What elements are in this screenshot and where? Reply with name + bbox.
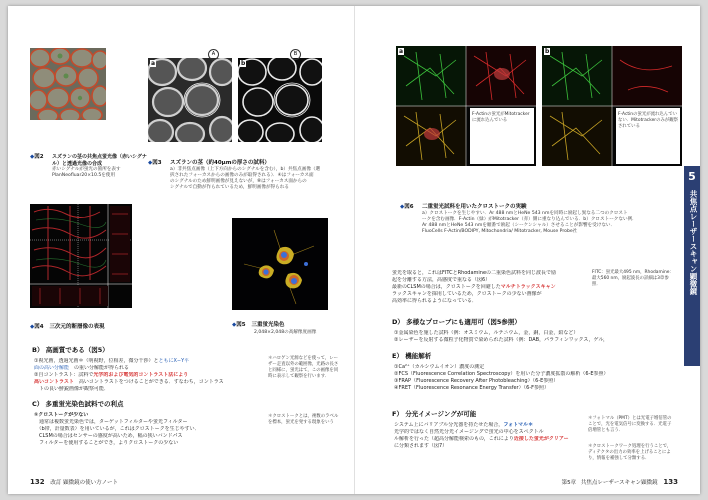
section-f-body — [394, 422, 582, 450]
fig6-title: 二重蛍光試料を用いたクロストークの実験 — [422, 204, 527, 210]
fig2-caption — [52, 154, 148, 179]
left-footer — [30, 478, 118, 486]
fig3-caption — [170, 160, 340, 191]
intro-line: ラックスキャンを採用しているため，クロストークの少ない画像が — [392, 291, 542, 297]
fig6-number: 図6 — [404, 204, 414, 210]
figure-2-image — [30, 48, 106, 120]
section-f-red: 近接した蛍光がクリアー — [513, 436, 569, 442]
section-f-note-1: ＊フォトマル（PMT）とは光電子増倍管のことで，光を電気信号に変換する．光電子倍増管とも言う． — [588, 416, 672, 433]
chapter-tab-number: 5 — [688, 170, 696, 183]
section-d-item: ①金属染色を施した試料（例：オスミウム，ルテニウム，金，銅，白金，鉛など） — [394, 330, 579, 336]
fig6-caption — [422, 204, 682, 235]
fig3-body-line: シグナルで自動が作られているため，鮮明画像が得られる — [170, 185, 289, 190]
intro-paragraph — [392, 270, 588, 305]
section-b-body — [34, 358, 266, 393]
fig6-panel-b-label: b — [545, 48, 550, 55]
fig6b-callout: F-Actinの蛍光が流れ込んでいない．Mitotrackerのみが観察されている — [618, 112, 679, 129]
fig3-body-line: a）非共焦点画像（上下方向からのシグナルを含む），b）共焦点画像（選 — [170, 167, 321, 172]
fig5-title: 三重蛍光染色 — [251, 322, 285, 328]
fig6-body-line: FluoCells F-Actin/BODIPY, Mitochondria/ Mitotracker, Mouse Probe社 — [422, 229, 578, 234]
section-b-item: トの良い鮮鋭画像が観察可能． — [34, 386, 110, 392]
section-d-item: ②レーザーを反射する微粒子化物質で染められた試料（例：DAB，パラフィンワックス，ゲル， — [394, 337, 609, 343]
section-d-heading: D） 多様なプローブにも適用可（図5参照） — [392, 318, 521, 326]
figure-6a-image — [396, 46, 536, 166]
figure-4-image — [30, 204, 132, 308]
intro-red: マルチトラックスキャン — [500, 284, 556, 290]
section-b-item: の重い分解能が得られる — [69, 365, 130, 371]
chapter-side-tab — [684, 166, 700, 366]
figure-6b-image — [542, 46, 682, 166]
fig3-panel-a-label: a — [151, 60, 156, 67]
gutter — [354, 6, 355, 494]
section-c-heading: C） 多重蛍光染色試料での利点 — [32, 400, 124, 408]
section-f-blue: フォトマル＊ — [503, 422, 534, 428]
section-f-heading: F） 分光イメージングが可能 — [392, 410, 477, 418]
fig3-body-line: 択されたフォーカスからの画像のみが取得される）．④はフォーカス面 — [170, 173, 314, 178]
section-f-item: ル解析を行った（超高分解能検索のもの，これにより — [394, 436, 514, 442]
fig4-title: 三次元的断層像の表現 — [49, 324, 105, 330]
right-page-number: 133 — [663, 478, 678, 486]
right-footer-chapter: 第5章 — [561, 480, 577, 486]
section-b-item: ②自コントラスト：試料で — [34, 372, 94, 378]
section-b-red-2: 高いコントラスト — [34, 379, 74, 385]
right-footer-title: 共焦点レーザースキャン顕微鏡 — [580, 480, 658, 486]
fig2-title: スズランの茎の共焦点蛍光像（赤いシグナル）と透過光像の合成 — [52, 154, 147, 167]
fig3-panel-b-label: b — [241, 60, 246, 67]
fig5-number: 図5 — [236, 322, 246, 328]
fig6a-callout: F-Actinの蛍光がMitotrackerに流れ込んでいる — [472, 112, 530, 123]
fig2-number: 図2 — [34, 154, 44, 160]
figure-3b-image — [238, 58, 322, 142]
section-b-item: 高いコントラストをつけることができる．すなわち，コントラス — [73, 379, 224, 385]
intro-line: 最新のCLSMの場合は，クロストークを回避した — [392, 284, 501, 290]
fig6-body-line: Ar 488 nmとHeNe 543 nmを順番で励起（シーケンシャル）させることが影響を受けない． — [422, 223, 616, 228]
figure-3a-image — [148, 58, 232, 142]
intro-line: 起を分離する方法，高感度で重なる（図6） — [392, 277, 491, 283]
section-c-note: ＊クロストークとは，複数のラベルを標本，蛍光を発する現象をいう — [268, 414, 339, 425]
left-page-number: 132 — [30, 478, 45, 486]
section-b-red-1: 光学的および電気的コントラスト法により — [93, 372, 189, 378]
section-b-blue-1: ともにX−Y平 — [158, 358, 190, 364]
section-b-item: ①視光画，透過光画＊（明視野，位相差，微分干渉）と — [34, 358, 159, 364]
section-c-item: 通常は複数蛍光染色では，ターゲットフィルターや蛍光フィルター — [34, 419, 188, 425]
section-c-item: ①クロストークが少ない — [34, 412, 89, 418]
section-c-item: フィルターを使用することができ，よりクロストークの少ない — [34, 440, 179, 446]
section-f-note-2: ＊クロストークワーク処理を行うことで，ディテクタの出力の効率を上げることにより，情報を補強して分類する． — [588, 444, 672, 461]
chapter-tab-label: 共焦点レーザースキャン顕微鏡 — [689, 190, 698, 295]
fig2-body-line: PlanNeofluar20×10.5を使用 — [52, 173, 116, 178]
fig3-title: スズランの茎（約40µmの厚さの試料） — [170, 160, 270, 166]
section-f-item: システム上にバリアブル分光器を持たせた場合， — [394, 422, 504, 428]
fig3-circle-b: B — [290, 49, 301, 60]
book-spread: ◆図2 スズランの茎の共焦点蛍光像（赤いシグナル）と透過光像の合成 赤いシグナルが蛍光の箇所を表す PlanNeofluar20×10.5を使用 a b A B ◆図3 スズランの茎（約40µmの厚さの試料） a）非共焦点画像（上下方向からのシグナルを含む），b）共焦点画像（選 択されたフォーカスからの画像のみが取得される）．④はフォーカス面 のシグナルのため鮮明画像が見えないが，⑧はフォーカス面からの シグナルで自動が作られているため，鮮明画像が得られる ◆図4 三次元的断層像の表現 ◆図5 三重蛍光染色 2,048×2,048の高解像度画像 B） 高画質である（図5） ①視光画，透過光画＊（明視野，位相差，微分干渉）とともにX−Y平 面の高い分解能 の重い分解能が得られる ②自コントラスト：試料で光学的および電気的コントラスト法により 高いコントラスト 高いコントラストをつけることができる．すなわち，コントラス トの良い鮮鋭画像が観察可能． ＊ハロゲン光源などを使って，レーザー走査以外の範囲像，光路の長さと同様に，蛍光はて，この画像を同時に表示して観察を行います． C） 多重蛍光染色試料での利点 ①クロストークが少ない 通常は複数蛍光染色では，ターゲットフィルターや蛍光フィルター （b帯，計量数表）を用いているが，これはクロストークを生じやすい． CLSMの場合はセンサーの感度が高いため，幅の狭いバンドパス フィルターを使用することができ，よりクロストークの少ない ＊クロストークとは，複数のラベルを標本，蛍光を発する現象をいう 132 改訂 顕微鏡の使い方ノート F-Actinの蛍光がMitotrackerに流れ込んでいる F-Actinの蛍光が流れ込んでいない．Mitotrackerのみが観察されている a b ◆図6 二重蛍光試料を用いたクロストークの実験 a）クロストークを生じやすい．Ar 488 nmとHeNe 543 nmを同時に励起し異なる二つのクロスト ークを含む画像．F-Actin（緑）がMitotracker（赤）側に重なり込んでいる．b）クロストークない例． Ar 488 nmとHeNe 543 nmを順番で励起（シーケンシャル）させることが影響を受けない． FluoCells F-Actin/BODIPY, Mitochondria/ Mitotracker, Mouse Probe社 蛍光を取ると，これはFITCとRhodamineの二重染色試料を同じ波長で励 起を分離する方法，高感度で重なる（図6） 最新のCLSMの場合は，クロストークを回避したマルチトラックスキャン ラックスキャンを採用しているため，クロストークの少ない画像が 高効率に得られるようになっている． FITC：蛍光最大495 nm，Rhodamine：最大560 nm，励起波長の詳細は3章参照． D） 多様なプローブにも適用可（図5参照） ①金属染色を施した試料（例：オスミウム，ルテニウム，金，銅，白金，鉛など） ②レーザーを反射する微粒子化物質で染められた試料（例：DAB，パラフィンワックス，ゲル， E） 機能解析 ①Ca²⁺（カルシウムイオン）濃度の測定 ②FCS（Fluorescence Correlation Spectroscopy）を用いた分子濃度拡散の解析（6-E参照） ③FRAP（Fluorescence Recovery After Photobleaching）（6-E参照） ④FRET（Fluorescence Resonance Energy Transfer）（6-F参照） F） 分光イメージングが可能 システム上にバリアブル分光器を持たせた場合，フォトマル＊ 光学的ではなく自然光分光イメージングで蛍光の中心をスペクトル ル解析を行った（超高分解能検索のもの，これにより近接した蛍光がクリアー に分類されます（図7） ＊フォトマル（PMT）とは光電子増倍管のことで，光を電気信号に変換する．光電子倍増管とも言う． ＊クロストークワーク処理を行うことで，ディテクタの出力の効率を上げることにより，情報を補強して分類する． 5 共焦点レーザースキャン顕微鏡 第5章 共焦点レーザースキャン顕微鏡 133 — [8, 6, 700, 494]
section-b-heading: B） 高画質である（図5） — [32, 346, 109, 354]
section-e-item: ①Ca²⁺（カルシウムイオン）濃度の測定 — [394, 364, 485, 370]
section-c-item: CLSMの場合はセンサーの感度が高いため，幅の狭いバンドパス — [34, 433, 183, 439]
fig5-sub: 2,048×2,048の高解像度画像 — [254, 330, 317, 335]
section-f-item: に分類されます（図7） — [394, 443, 448, 449]
section-f-item: 光学的ではなく自然光分光イメージングで蛍光の中心をスペクトル — [394, 429, 544, 435]
fig6-body-line: a）クロストークを生じやすい．Ar 488 nmとHeNe 543 nmを同時に励起し異なる二つのクロスト — [422, 211, 628, 216]
fig3-body-line: のシグナルのため鮮明画像が見えないが，⑧はフォーカス面からの — [170, 179, 307, 184]
section-b-note: ＊ハロゲン光源などを使って，レーザー走査以外の範囲像，光路の長さと同様に，蛍光はて，この画像を同時に表示して観察を行います． — [268, 356, 339, 379]
left-footer-title: 改訂 顕微鏡の使い方ノート — [50, 480, 118, 486]
section-e-heading: E） 機能解析 — [392, 352, 432, 360]
section-c-item: （b帯，計量数表）を用いているが，これはクロストークを生じやすい． — [34, 426, 200, 432]
fig6-body-line: ークを含む画像．F-Actin（緑）がMitotracker（赤）側に重なり込んでいる．b）クロストークない例． — [422, 217, 637, 222]
section-e-item: ④FRET（Fluorescence Resonance Energy Transfer）（6-F参照） — [394, 385, 549, 391]
fig6-panel-a-label: a — [399, 48, 404, 55]
section-e-item: ③FRAP（Fluorescence Recovery After Photobleaching）（6-E参照） — [394, 378, 559, 384]
section-c-body — [34, 412, 266, 447]
fig2-body-line: 赤いシグナルが蛍光の箇所を表す — [52, 167, 121, 172]
intro-note: FITC：蛍光最大495 nm，Rhodamine：最大560 nm，励起波長の詳細は3章参照． — [592, 270, 674, 287]
fig3-circle-a: A — [208, 49, 219, 60]
fig3-number: 図3 — [152, 160, 162, 166]
right-footer — [562, 478, 678, 486]
intro-line: 高効率に得られるようになっている． — [392, 298, 478, 304]
section-e-body — [394, 364, 674, 392]
figure-5-image — [232, 218, 328, 310]
intro-line: 蛍光を取ると，これはFITCとRhodamineの二重染色試料を同じ波長で励 — [392, 270, 557, 276]
section-d-body — [394, 330, 674, 344]
fig4-number: 図4 — [34, 324, 44, 330]
section-e-item: ②FCS（Fluorescence Correlation Spectroscopy）を用いた分子濃度拡散の解析（6-E参照） — [394, 371, 609, 377]
section-b-blue-2: 面の高い分解能 — [34, 365, 70, 371]
